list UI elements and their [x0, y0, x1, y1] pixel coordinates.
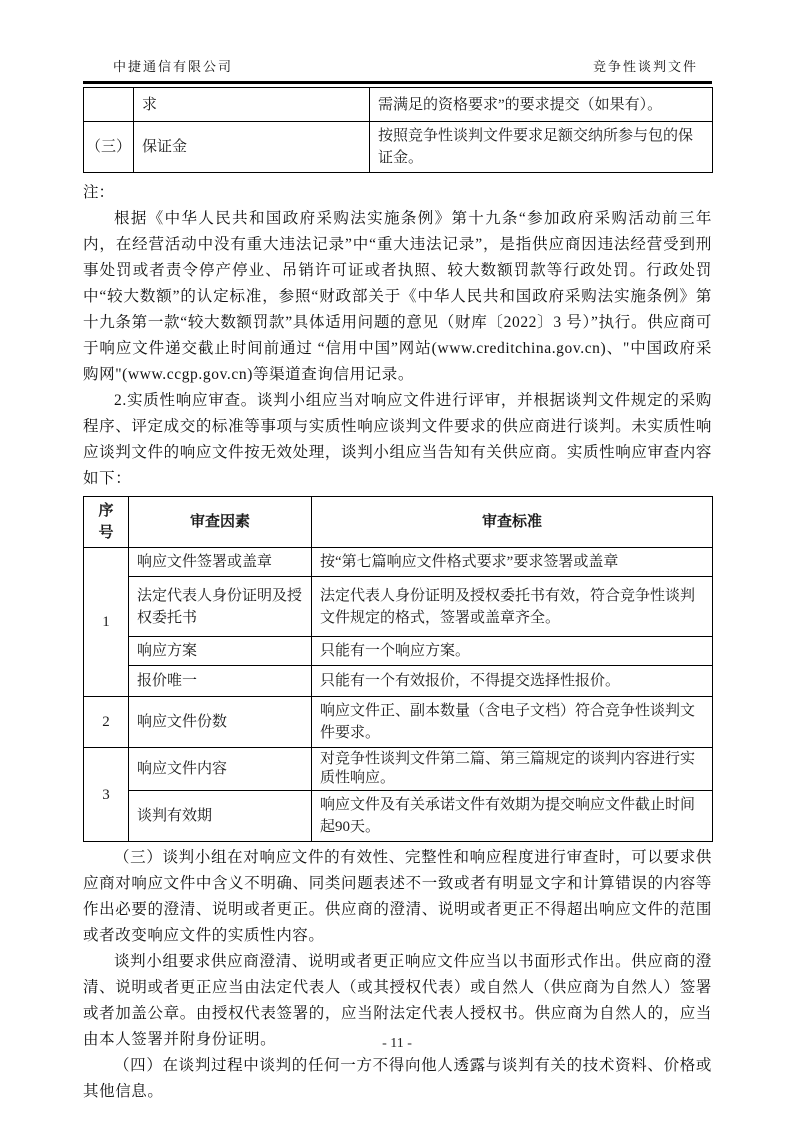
- table-cell-standard: 按照竞争性谈判文件要求足额交纳所参与包的保证金。: [370, 122, 713, 173]
- body-paragraph-confidentiality: （四）在谈判过程中谈判的任何一方不得向他人透露与谈判有关的技术资料、价格或其他信息。: [83, 1057, 712, 1100]
- table-cell-standard: 只能有一个有效报价，不得提交选择性报价。: [312, 666, 713, 697]
- header-rule: [83, 81, 712, 84]
- table-row: [84, 577, 713, 637]
- table-cell-standard: 需满足的资格要求”的要求提交（如果有）。: [370, 88, 713, 122]
- review-table-header-row: [84, 497, 713, 548]
- table-cell-index: [84, 88, 134, 122]
- table-cell-factor: 响应文件内容: [129, 748, 312, 791]
- page-number: - 11 -: [382, 1036, 412, 1051]
- table-cell-standard: 只能有一个响应方案。: [312, 637, 713, 666]
- table-row: [84, 666, 713, 697]
- table-cell-standard: 对竞争性谈判文件第二篇、第三篇规定的谈判内容进行实质性响应。: [312, 748, 713, 791]
- header-document-title: 竞争性谈判文件: [592, 59, 698, 74]
- table-row: [84, 88, 713, 122]
- note-paragraph-2: 2.实质性响应审查。谈判小组应当对响应文件进行评审，并根据谈判文件规定的采购程序、评定成交的标准等事项与实质性响应谈判文件要求的供应商进行谈判。未实质性响应谈判文件的响应文件按无效处理，谈判小组应当告知有关供应商。实质性响应审查内容如下：: [83, 392, 712, 487]
- table-cell-factor: 响应文件份数: [129, 697, 312, 748]
- table-cell-index: （三）: [84, 122, 134, 173]
- page-header: [83, 56, 712, 81]
- table-cell-factor: 响应文件签署或盖章: [129, 548, 312, 577]
- table-row: [84, 122, 713, 173]
- body-paragraph-written-form: 谈判小组要求供应商澄清、说明或者更正响应文件应当以书面形式作出。供应商的澄清、说明或者更正应当由法定代表人（或其授权代表）或自然人（供应商为自然人）签署或者加盖公章。由授权代表签署的，应当附法定代表人授权书。供应商为自然人的，应当由本人签署并附身份证明。: [83, 953, 712, 1048]
- table-cell-factor: 法定代表人身份证明及授权委托书: [129, 577, 312, 637]
- body-paragraph-clarification: （三）谈判小组在对响应文件的有效性、完整性和响应程度进行审查时，可以要求供应商对响应文件中含义不明确、同类问题表述不一致或者有明显文字和计算错误的内容等作出必要的澄清、说明或者更正。供应商的澄清、说明或者更正不得超出响应文件的范围或者改变响应文件的实质性内容。: [83, 849, 712, 944]
- table-cell-factor: 求: [134, 88, 370, 122]
- page-content: [83, 56, 712, 1105]
- header-cell-standard: 审查标准: [312, 497, 713, 548]
- table-row: [84, 791, 713, 842]
- table-row: [84, 637, 713, 666]
- table-row: [84, 548, 713, 577]
- table-cell-factor: 谈判有效期: [129, 791, 312, 842]
- header-company-name: 中捷通信有限公司: [113, 59, 234, 74]
- table-cell-seq: 3: [84, 748, 129, 842]
- note-label: 注：: [83, 184, 115, 201]
- table-cell-factor: 保证金: [134, 122, 370, 173]
- table-row: [84, 697, 713, 748]
- note-paragraph-1: 根据《中华人民共和国政府采购法实施条例》第十九条“参加政府采购活动前三年内，在经营活动中没有重大违法记录”中“重大违法记录”，是指供应商因违法经营受到刑事处罚或者责令停产停业、吊销许可证或者执照、较大数额罚款等行政处罚。行政处罚中“较大数额”的认定标准，参照“财政部关于《中华人民共和国政府采购法实施条例》第十九条第一款“较大数额罚款”具体适用问题的意见（财库〔2022〕3 号）”执行。供应商可于响应文件递交截止时间前通过 “信用中国”网站(www.creditchina.gov.cn)、"中国政府采购网"(www.ccgp.gov.cn)等渠道查询信用记录。: [83, 210, 712, 383]
- table-cell-factor: 报价唯一: [129, 666, 312, 697]
- header-cell-factor: 审查因素: [129, 497, 312, 548]
- table-cell-seq: 1: [84, 548, 129, 697]
- table-cell-standard: 响应文件正、副本数量（含电子文档）符合竞争性谈判文件要求。: [312, 697, 713, 748]
- review-table: [83, 496, 713, 842]
- header-cell-seq: 序号: [84, 497, 129, 548]
- table-cell-standard: 响应文件及有关承诺文件有效期为提交响应文件截止时间起90天。: [312, 791, 713, 842]
- table-cell-seq: 2: [84, 697, 129, 748]
- table-cell-factor: 响应方案: [129, 637, 312, 666]
- table-row: [84, 748, 713, 791]
- guarantee-table: [83, 87, 713, 173]
- table-cell-standard: 按“第七篇响应文件格式要求”要求签署或盖章: [312, 548, 713, 577]
- table-cell-standard: 法定代表人身份证明及授权委托书有效，符合竞争性谈判文件规定的格式，签署或盖章齐全。: [312, 577, 713, 637]
